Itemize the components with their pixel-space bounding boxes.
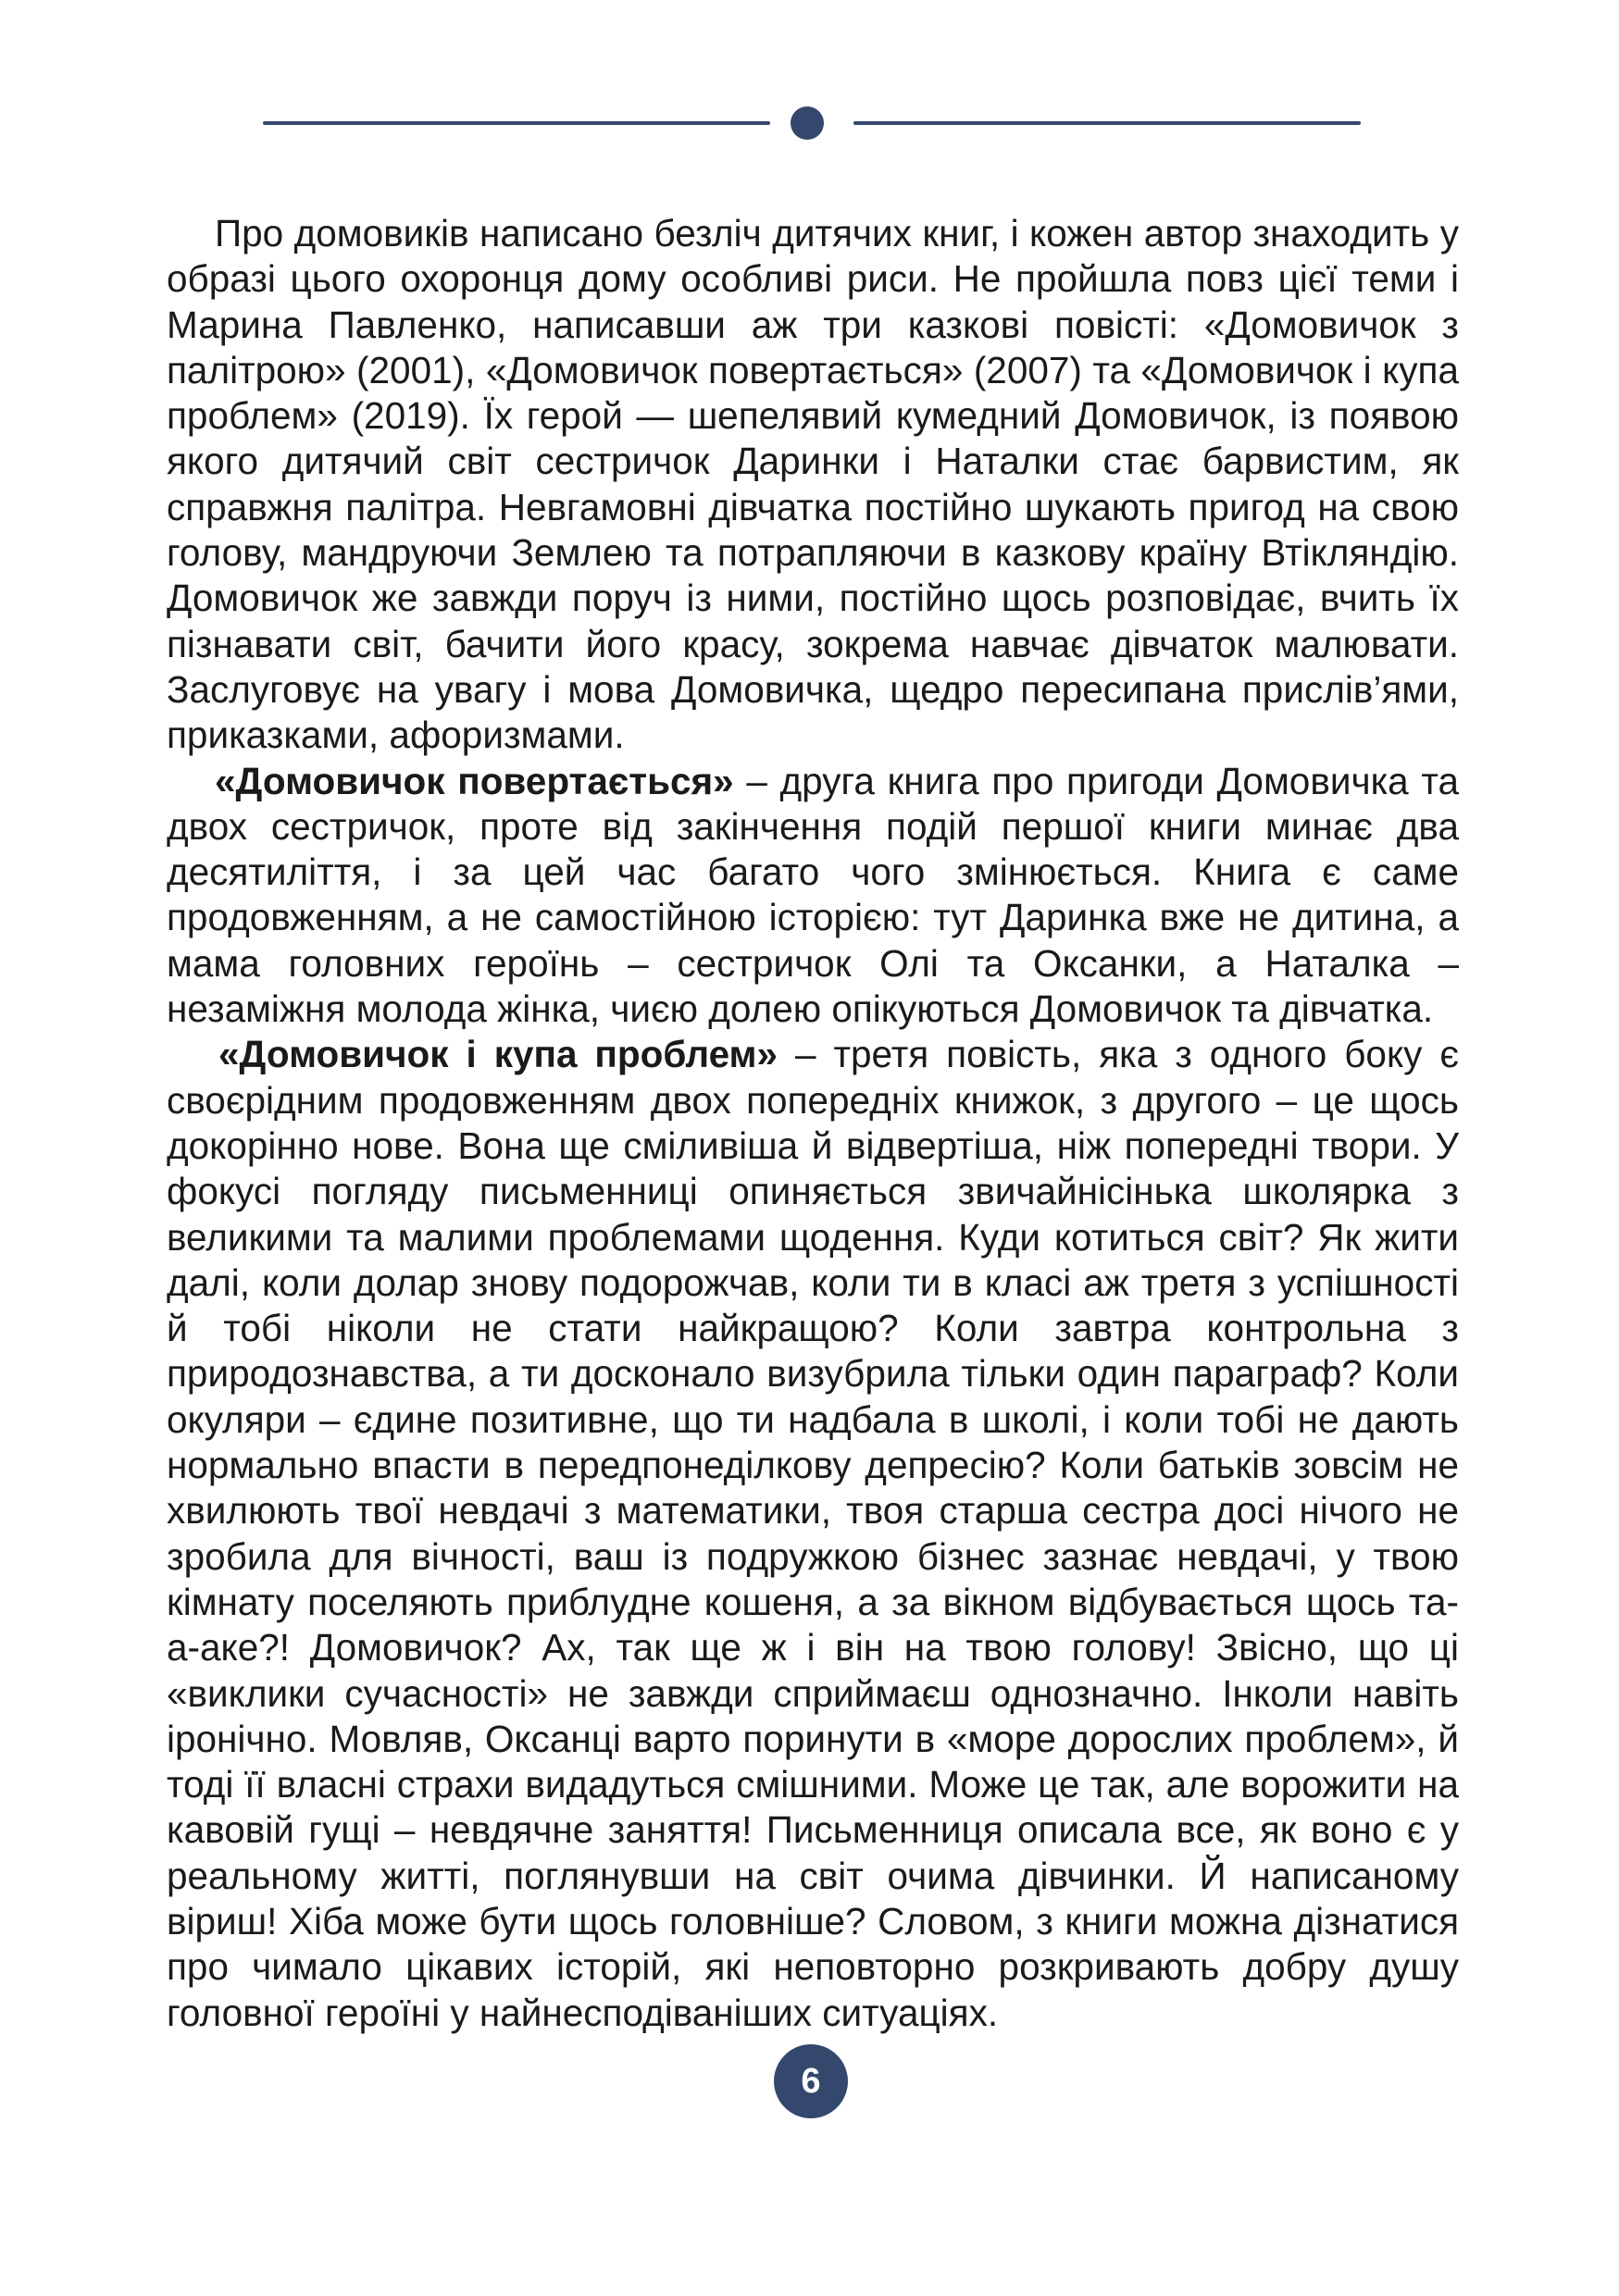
paragraph-third-text: – третя повість, яка з одного боку є своєрідним продовженням двох попередніх книжок, з другого – це щось докорінно нове. Вона ще сміливіша й відвертіша, ніж попередні твори. У фокусі погляду письменниці опиняється звичайнісінька школярка з великими та малими проблемами щодення. Куди котиться світ? Як жити далі, коли долар знову подорожчав, коли ти в класі аж третя з успішності й тобі ніколи не стати найкращою? Коли завтра контрольна з природознавства, а ти досконало визубрила тільки один параграф? Коли окуляри – єдине позитивне, що ти надбала в школі, і коли тобі не дають нормально впасти в передпонеділкову депресію? Коли батьків зовсім не хвилюють твої невдачі з математики, твоя старша сестра досі нічого не зробила для вічності, ваш із подружкою бізнес зазнає невдачі, у твою кімнату поселяють приблудне кошеня, а за вікном відбувається щось та-а-аке?! Домовичок? Ах, так ще ж і він на твою голову! Звісно, що ці «виклики сучасності» не завжди сприймаєш однозначно. Інколи навіть іронічно. Мовляв, Оксанці варто поринути в «море дорослих проблем», й тоді її власні страхи видадуться смішними. Може це так, але ворожити на кавовій гущі – невдячне заняття! Письменниця описала все, як воно є у реальному житті, поглянувши на світ очима дівчинки. Й написаному віриш! Хіба може бути щось головніше? Словом, з книги можна дізнатися про чимало цікавих історій, які неповторно розкривають добру душу головної героїні у найнесподіваніших ситуаціях. [167,1033,1459,2034]
paragraph-second-book [167,759,1459,1033]
ornament-dot [791,106,824,140]
header-ornament [263,102,1361,144]
paragraph-third-book [167,1032,1459,2036]
paragraph-intro: Про домовиків написано безліч дитячих книг, і кожен автор знаходить у образі цього охоронця дому особливі риси. Не пройшла повз цієї теми і Марина Павленко, написавши аж три казкові повісті: «Домовичок з палітрою» (2001), «Домовичок повертається» (2007) та «Домовичок і купа проблем» (2019). Їх герой — шепелявий кумедний Домовичок, із появою якого дитячий світ сестричок Даринки і Наталки стає барвистим, як справжня палітра. Невгамовні дівчатка постійно шукають пригод на свою голову, мандруючи Землею та потрапляючи в казкову країну Втікляндію. Домовичок же завжди поруч із ними, постійно щось розповідає, вчить їх пізнавати світ, бачити його красу, зокрема навчає дівчаток малювати. Заслуговує на увагу і мова Домовичка, щедро пересипана прислів’ями, приказками, афоризмами. [167,212,1459,757]
ornament-line-left [263,121,770,125]
ornament-line-right [853,121,1361,125]
book-title-third: «Домовичок і купа проблем» [218,1033,778,1076]
paragraph-second-text: – друга книга про пригоди Домовичка та двох сестричок, проте від закінчення подій першої книги минає два десятиліття, і за цей час багато чого змінюється. Книга є саме продовженням, а не самостійною історією: тут Даринка вже не дитина, а мама головних героїнь – сестричок Олі та Оксанки, а Наталка – незаміжня молода жінка, чиєю долею опікуються Домовичок та дівчатка. [167,759,1459,1031]
book-title-second: «Домовичок повертається» [215,759,734,802]
body-text [167,211,1459,2036]
page-number-badge: 6 [774,2044,848,2118]
